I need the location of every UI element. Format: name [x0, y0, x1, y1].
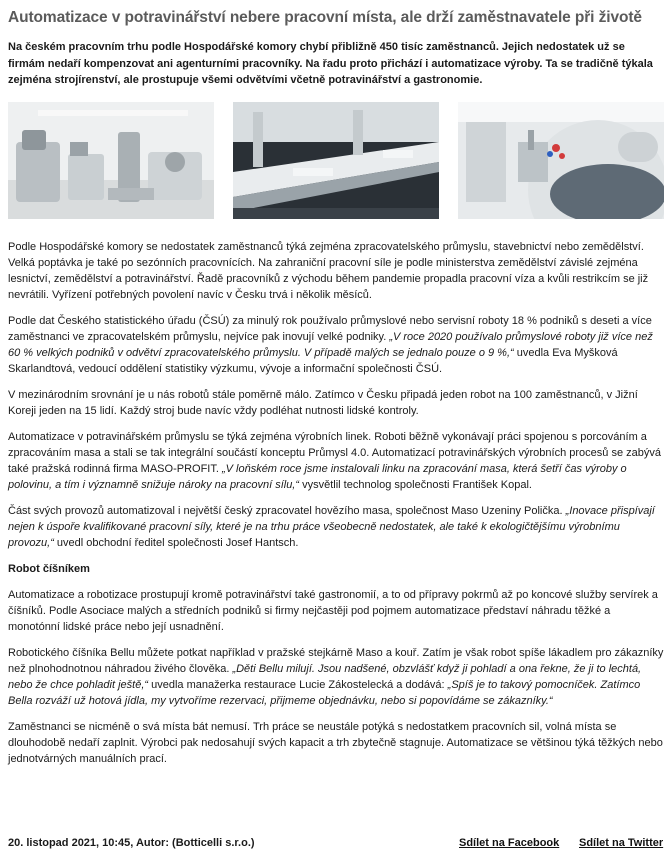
robot-arm-photo[interactable] — [458, 102, 664, 219]
paragraph-2-attribution: uvedla Eva Myšková Skarlandtová, vedoucí oddělení statistiky výzkumu, vývoje a informační společnosti ČSÚ. — [8, 346, 618, 375]
photo-gallery — [8, 102, 664, 219]
paragraph-5-text: Část svých provozů automatizoval i největší český zpracovatel hovězího masa, společnost Maso Uzeniny Polička. — [8, 504, 566, 517]
paragraph-8: Zaměstnanci se nicméně o svá místa bát nemusí. Trh práce se neustále potýká s nedostatkem pracovních sil, volná místa se dlouhodobě nedaří zaplnit. Výrobci pak nedosahují svých kapacit a trh zbytečně stagnuje. Automatizace se většinou týká těžkých nebo jednotvárných manuálních prací. — [8, 720, 663, 765]
paragraph-5-attribution: uvedl obchodní ředitel společnosti Josef Hantsch. — [53, 536, 299, 549]
section-heading: Robot číšníkem — [8, 562, 90, 575]
paragraph-7-text: Robotického číšníka Bellu můžete potkat například v pražské stejkárně Maso a kouř. Zatím je však robot spíše lákadlem pro zákazníky než plnohodnotnou náhradou živého člověka. — [8, 646, 664, 675]
paragraph-7-quote: „Děti Bellu milují. Jsou nadšené, obzvlášť když ji pohladí a ona řekne, že ji to lechtá, nebo že chce pohladit ještě,“ — [8, 662, 642, 691]
article-title: Automatizace v potravinářství nebere pracovní místa, ale drží zaměstnavatele při životě — [8, 9, 642, 26]
conveyor-line-photo[interactable] — [233, 102, 439, 219]
share-facebook-link[interactable]: Sdílet na Facebook — [459, 837, 560, 849]
paragraph-2 — [8, 313, 664, 377]
article-lead: Na českém pracovním trhu podle Hospodářské komory chybí přibližně 450 tisíc zaměstnanců. Jejich nedostatek už se firmám nedaří kompenzovat ani agenturními pracovníky. Na řadu proto přichází i automatizace výroby. Ta se tradičně týkala zejména strojírenství, ale prostupuje všemi odvětvími včetně potravinářství a gastronomie. — [8, 41, 653, 86]
paragraph-5-quote: „Inovace přispívají nejen k úspoře kvalifikované pracovní síly, které je na trhu práce všeobecně nedostatek, ale také k ekologičtějšímu výrobnímu provozu,“ — [8, 504, 655, 549]
paragraph-7-quote-2: „Spíš je to takový pomocníček. Zatímco Bella rozváží už hotová jídla, my vytvoříme rezervaci, přijmeme objednávku, nebo si popovídáme se zákazníky.“ — [8, 678, 641, 707]
paragraph-6: Automatizace a robotizace prostupují kromě potravinářství také gastronomií, a to od přípravy pokrmů až po koncové služby servírek a číšníků. Podle Asociace malých a středních podniků si firmy nejčastěji pod pojmem automatizace představí náhradu těžké a monotónní lidské práce nebo její usnadnění. — [8, 588, 658, 633]
paragraph-3: V mezinárodním srovnání je u nás robotů stále poměrně málo. Zatímco v Česku připadá jeden robot na 100 zaměstnanců, v Jižní Koreji jeden na 15 lidí. Každý stroj bude navíc vždy podléhat nutnosti lidské kontroly. — [8, 388, 638, 417]
article — [8, 0, 664, 849]
paragraph-5 — [8, 503, 664, 551]
paragraph-2-text: Podle dat Českého statistického úřadu (ČSÚ) za minulý rok používalo průmyslové nebo servisní roboty 18 % podniků s deseti a více zaměstnanci ve zpracovatelském průmyslu, nejvíce pak inovují velké podniky. — [8, 314, 652, 343]
paragraph-7-attribution: uvedla manažerka restaurace Lucie Zákostelecká a dodává: — [148, 678, 448, 691]
article-meta: 20. listopad 2021, 10:45, Autor: (Botticelli s.r.o.) — [8, 837, 255, 849]
paragraph-4-quote: „V loňském roce jsme instalovali linku na zpracování masa, která šetří čas výroby o polovinu, a tím i významně snižuje nároky na pracovní sílu,“ — [8, 462, 627, 491]
paragraph-7 — [8, 645, 664, 709]
meat-processing-machines-photo[interactable] — [8, 102, 214, 219]
paragraph-4-attribution: vysvětlil technolog společnosti František Kopal. — [299, 478, 532, 491]
share-twitter-link[interactable]: Sdílet na Twitter — [579, 837, 664, 849]
paragraph-4-text: Automatizace v potravinářském průmyslu se týká zejména výrobních linek. Roboti běžně vykonávají práci spojenou s porcováním a zpracováním masa a stali se tak integrální součástí konceptu Průmysl 4.0. Automatizací potravinářských výrobních procesů se zabývá také pražská rodinná firma MASO-PROFIT. — [8, 430, 661, 475]
paragraph-2-quote: „V roce 2020 používalo průmyslové roboty již více než 60 % velkých podniků v odvětví zpracovatelského průmyslu. V případě malých se jednalo pouze o 9 %,“ — [8, 330, 653, 359]
paragraph-1: Podle Hospodářské komory se nedostatek zaměstnanců týká zejména zpracovatelského průmyslu, stavebnictví nebo zemědělství. Velká poptávka je také po sezónních pracovnících. Na zahraniční pracovní síle je podle ministerstva zemědělství závislé zejména lesnictví, zemědělství a potravinářství. Řadě pracovníků z východu během pandemie propadla pracovní víza a kvůli restrikcím se již nevrátili. Vyřízení potřebných povolení navíc v Česku trvá i několik měsíců. — [8, 240, 649, 301]
paragraph-4 — [8, 429, 664, 493]
